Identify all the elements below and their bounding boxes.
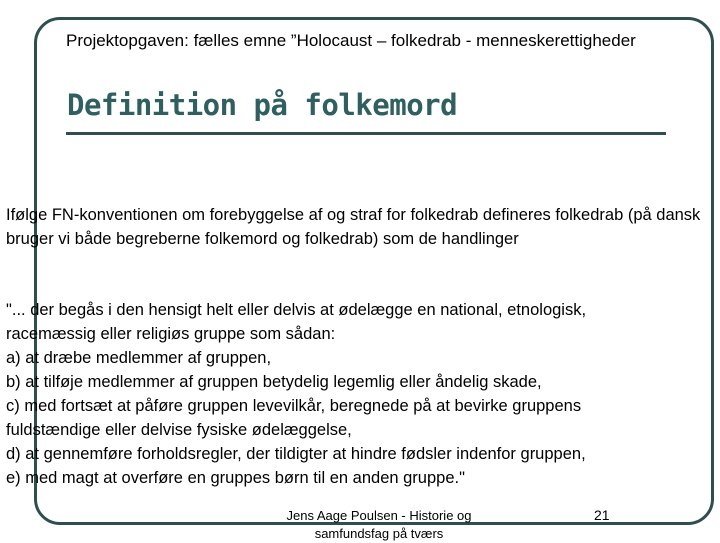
intro-paragraph: Ifølge FN-konventionen om forebyggelse af og straf for folkedrab defineres folkedrab (på dansk bruger vi både begreberne folkemord og folkedrab) som de handlinger — [6, 206, 701, 248]
quote-line: b) at tilføje medlemmer af gruppen betydelig legemlig eller åndelig skade, — [6, 373, 542, 391]
quote-line: c) med fortsæt at påføre gruppen levevilkår, beregnede på at bevirke gruppens — [6, 397, 582, 415]
quote-line: e) med magt at overføre en gruppes børn til en anden gruppe." — [6, 469, 465, 487]
footer-author: Jens Aage Poulsen - Historie og samfundsfag på tværs — [286, 508, 472, 541]
definition-quote — [6, 298, 718, 490]
page-number: 21 — [594, 507, 610, 523]
title-underline — [66, 132, 666, 135]
quote-line: "... der begås i den hensigt helt eller delvis at ødelægge en national, etnologisk, — [6, 301, 587, 319]
quote-line: a) at dræbe medlemmer af gruppen, — [6, 349, 272, 367]
quote-line: fuldstændige eller delvise fysiske ødelæggelse, — [6, 421, 352, 439]
quote-line: racemæssig eller religiøs gruppe som sådan: — [6, 325, 336, 343]
quote-line: d) at gennemføre forholdsregler, der tildigter at hindre fødsler indenfor gruppen, — [6, 445, 586, 463]
slide-header: Projektopgaven: fælles emne ”Holocaust – folkedrab - menneskerettigheder — [66, 31, 636, 50]
slide-title: Definition på folkemord — [67, 88, 458, 122]
